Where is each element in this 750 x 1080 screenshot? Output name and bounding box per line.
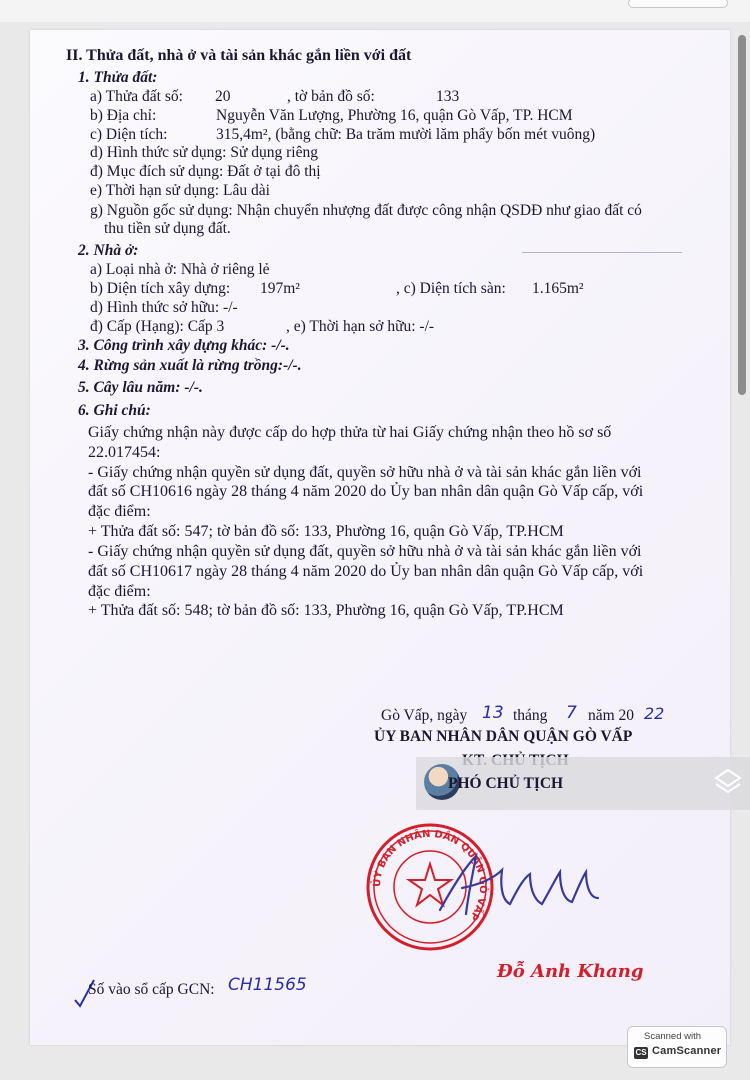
house-type: a) Loại nhà ở: Nhà ở riêng lẻ <box>90 261 270 278</box>
house-heading: 2. Nhà ở: <box>78 242 139 259</box>
layers-icon[interactable] <box>712 766 744 798</box>
floor-area-value: 1.165m² <box>532 280 584 297</box>
scrollbar[interactable] <box>738 35 746 395</box>
scanner-line-1: Scanned with <box>644 1031 702 1042</box>
month-label: tháng <box>513 707 548 724</box>
scanner-watermark <box>627 1026 727 1068</box>
scanner-line-2: CamScanner <box>652 1045 722 1057</box>
construction-line: 3. Công trình xây dựng khác: -/-. <box>78 337 290 354</box>
top-tab-handle[interactable] <box>628 0 728 8</box>
section-heading: II. Thửa đất, nhà ở và tài sản khác gắn liền với đất <box>66 47 412 64</box>
signing-day: 13 <box>482 703 504 723</box>
registry-label: Số vào sổ cấp GCN: <box>88 981 215 998</box>
registry-number: CH11565 <box>228 975 307 995</box>
divider-line <box>522 252 682 253</box>
signing-place: Gò Vấp, ngày <box>381 707 468 724</box>
build-area-value: 197m² <box>260 280 300 297</box>
note-line: đất số CH10617 ngày 28 tháng 4 năm 2020 do Ủy ban nhân dân quận Gò Vấp cấp, với <box>88 563 644 580</box>
build-area-label: b) Diện tích xây dựng: <box>90 280 231 297</box>
plot-label: a) Thửa đất số: <box>90 88 183 105</box>
origin-line-1: g) Nguồn gốc sử dụng: Nhận chuyển nhượng đất được công nhận QSDĐ như giao đất có <box>90 202 642 219</box>
area-label: c) Diện tích: <box>90 126 168 143</box>
ownership-form: d) Hình thức sở hữu: -/- <box>90 299 238 316</box>
usage-purpose: đ) Mục đích sử dụng: Đất ở tại đô thị <box>90 163 321 180</box>
address-value: Nguyễn Văn Lượng, Phường 16, quận Gò Vấp, TP. HCM <box>216 107 573 124</box>
note-line: + Thửa đất số: 547; tờ bản đồ số: 133, Phường 16, quận Gò Vấp, TP.HCM <box>88 523 564 540</box>
camscanner-logo-icon: CS <box>635 1048 647 1057</box>
authority-name: ỦY BAN NHÂN DÂN QUẬN GÒ VẤP <box>374 728 633 745</box>
area-value: 315,4m², (bằng chữ: Ba trăm mười lăm phẩy bốn mét vuông) <box>216 126 596 143</box>
note-line: đất số CH10616 ngày 28 tháng 4 năm 2020 do Ủy ban nhân dân quận Gò Vấp cấp, với <box>88 483 644 500</box>
note-line: 22.017454: <box>88 444 161 461</box>
ownership-term: , e) Thời hạn sở hữu: -/- <box>286 318 435 335</box>
signer-name: Đỗ Anh Khang <box>497 961 644 982</box>
origin-line-2: thu tiền sử dụng đất. <box>104 220 231 237</box>
signing-year-suffix: 22 <box>644 704 665 723</box>
note-line: đặc điểm: <box>88 503 151 520</box>
plot-number: 20 <box>215 88 231 105</box>
map-label: , tờ bản đồ số: <box>287 88 375 105</box>
signature <box>432 848 602 928</box>
note-line: - Giấy chứng nhận quyền sử dụng đất, quyền sở hữu nhà ở và tài sản khác gắn liền với <box>88 543 642 560</box>
year-label: năm 20 <box>588 707 635 724</box>
note-line: đặc điểm: <box>88 583 151 600</box>
usage-term: e) Thời hạn sử dụng: Lâu dài <box>90 182 270 199</box>
map-number: 133 <box>436 88 460 105</box>
notes-heading: 6. Ghi chú: <box>78 402 151 419</box>
perennial-line: 5. Cây lâu năm: -/-. <box>78 379 203 396</box>
address-label: b) Địa chỉ: <box>90 107 157 124</box>
usage-form: d) Hình thức sử dụng: Sử dụng riêng <box>90 144 318 161</box>
note-line: + Thửa đất số: 548; tờ bản đồ số: 133, Phường 16, quận Gò Vấp, TP.HCM <box>88 602 564 619</box>
top-strip <box>0 0 750 22</box>
signing-month: 7 <box>566 703 577 723</box>
land-heading: 1. Thửa đất: <box>78 69 158 86</box>
note-line: Giấy chứng nhận này được cấp do hợp thửa từ hai Giấy chứng nhận theo hồ sơ số <box>88 424 612 441</box>
house-grade: đ) Cấp (Hạng): Cấp 3 <box>90 318 225 335</box>
svg-text:ỦY BAN NHÂN DÂN QUẬN GÒ VẤP: ỦY BAN NHÂN DÂN QUẬN GÒ VẤP <box>371 828 489 923</box>
note-line: - Giấy chứng nhận quyền sử dụng đất, quyền sở hữu nhà ở và tài sản khác gắn liền với <box>88 464 642 481</box>
floor-area-label: , c) Diện tích sàn: <box>396 280 506 297</box>
forest-line: 4. Rừng sản xuất là rừng trồng:-/-. <box>78 357 302 374</box>
position-title: PHÓ CHỦ TỊCH <box>448 775 564 792</box>
